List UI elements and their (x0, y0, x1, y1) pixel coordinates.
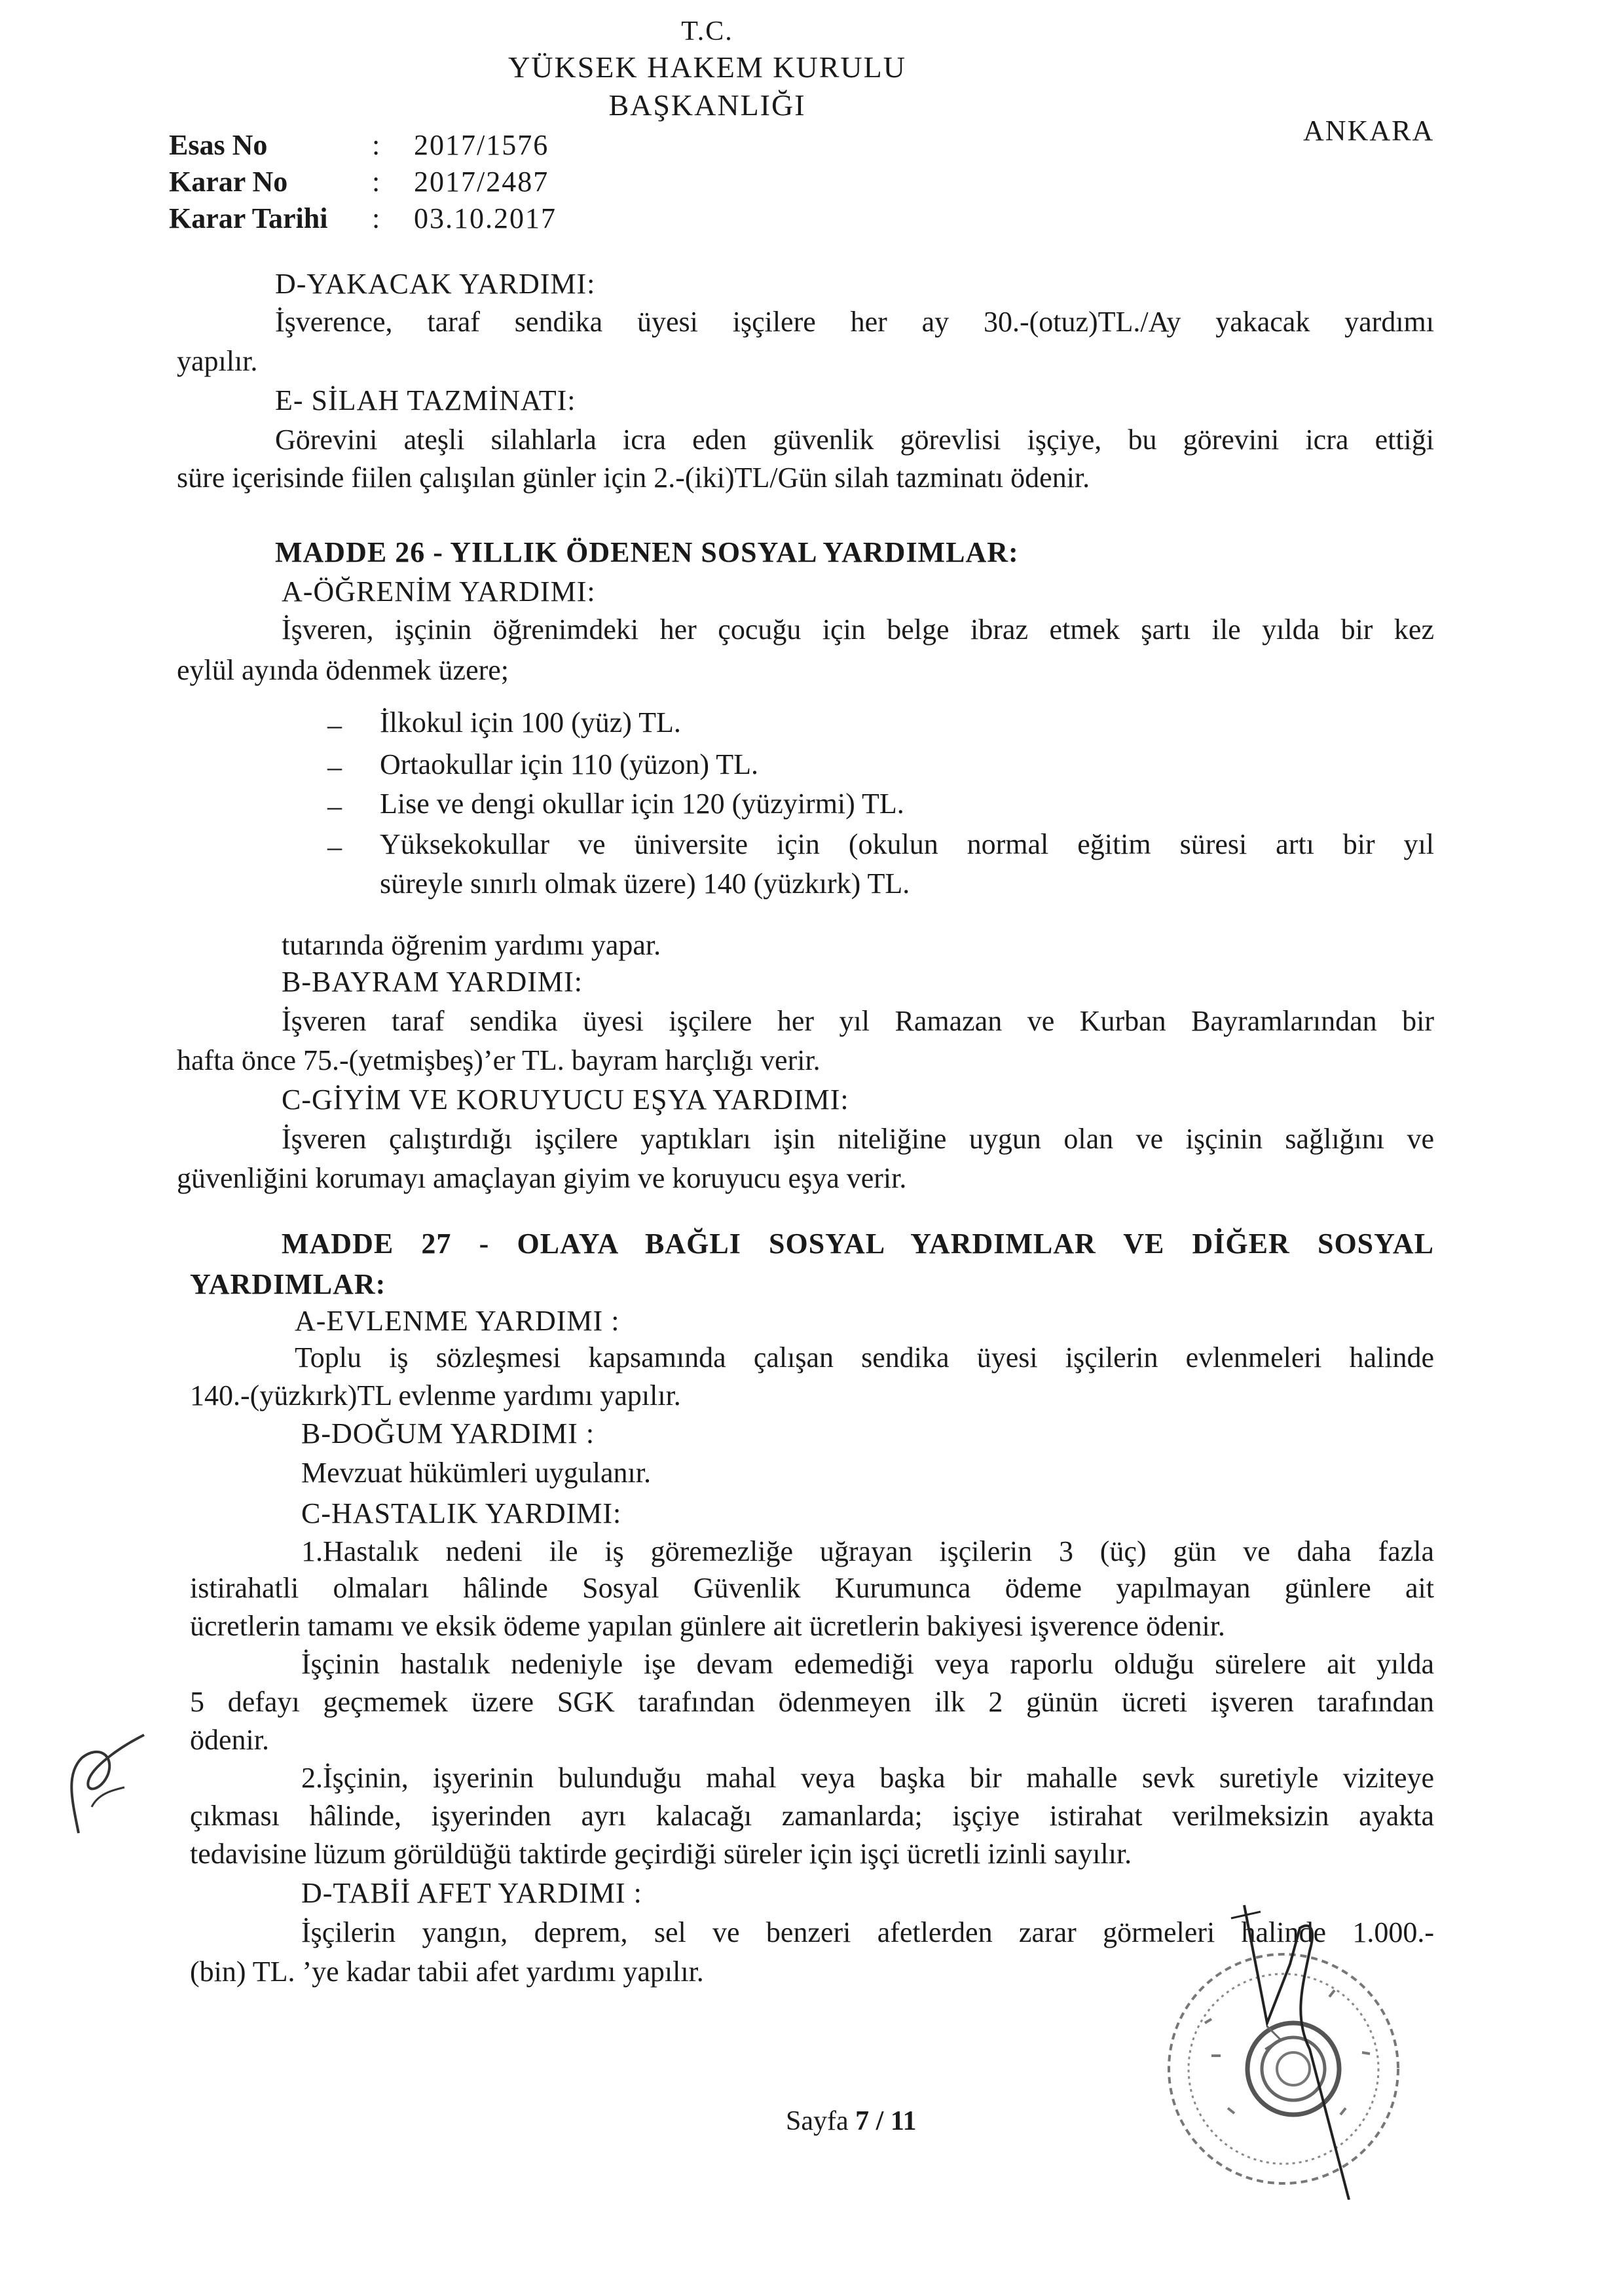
section-title: A-EVLENME YARDIMI : (295, 1305, 620, 1337)
meta-value: 2017/1576 (414, 129, 549, 161)
list-item: Lise ve dengi okullar için 120 (yüzyirmi) TL. (380, 788, 904, 820)
paragraph-line: 2.İşçinin, işyerinin bulunduğu mahal veya başka bir mahalle sevk suretiyle viziteye (301, 1762, 1434, 1794)
paragraph-line: çıkması hâlinde, işyerinden ayrı kalacağı zamanlarda; işçiye istirahat verilmeksizin ayakta (190, 1800, 1434, 1832)
meta-colon: : (372, 166, 380, 198)
paragraph-line: 1.Hastalık nedeni ile iş göremezliğe uğrayan işçilerin 3 (üç) gün ve daha fazla (301, 1535, 1434, 1567)
paragraph-line: İşveren taraf sendika üyesi işçilere her yıl Ramazan ve Kurban Bayramlarından bir (282, 1005, 1434, 1037)
page-label: Sayfa (786, 2106, 849, 2136)
meta-key: Karar No (169, 166, 288, 198)
paragraph-line: İşveren, işçinin öğrenimdeki her çocuğu için belge ibraz etmek şartı ile yılda bir kez (282, 613, 1434, 646)
page-total: 11 (890, 2106, 917, 2136)
section-title: A-ÖĞRENİM YARDIMI: (282, 575, 596, 608)
section-title: C-HASTALIK YARDIMI: (301, 1497, 622, 1529)
header-organization: YÜKSEK HAKEM KURULU (508, 50, 906, 84)
case-meta (169, 128, 557, 238)
meta-key: Esas No (169, 129, 268, 161)
list-dash: – (327, 751, 342, 783)
paragraph-line: istirahatli olmaları hâlinde Sosyal Güvenlik Kurumunca ödeme yapılmayan günlere ait (190, 1572, 1434, 1604)
paragraph-line: İşçilerin yangın, deprem, sel ve benzeri afetlerden zarar görmeleri halinde 1.000.- (301, 1916, 1434, 1948)
header-department: BAŞKANLIĞI (608, 88, 806, 122)
paragraph-line: (bin) TL. ’ye kadar tabii afet yardımı yapılır. (190, 1956, 704, 1988)
list-dash: – (327, 790, 342, 822)
list-item: Ortaokullar için 110 (yüzon) TL. (380, 748, 758, 780)
paragraph-line: Görevini ateşli silahlarla icra eden güvenlik görevlisi işçiye, bu görevini icra ettiği (275, 424, 1434, 456)
meta-value: 2017/2487 (414, 166, 549, 198)
paragraph-line: yapılır. (177, 345, 258, 377)
paragraph-line: ödenir. (190, 1724, 269, 1756)
section-title: B-DOĞUM YARDIMI : (301, 1417, 595, 1449)
section-title: D-TABİİ AFET YARDIMI : (301, 1877, 642, 1909)
meta-row-karar (169, 165, 557, 202)
paragraph-line: İşveren çalıştırdığı işçilere yaptıkları işin niteliğine uygun olan ve işçinin sağlığını ve (282, 1123, 1434, 1155)
official-seal (1113, 1892, 1428, 2200)
section-title: D-YAKACAK YARDIMI: (275, 268, 596, 300)
paragraph-line: güvenliğini korumayı amaçlayan giyim ve koruyucu eşya verir. (177, 1162, 907, 1194)
paragraph-line: tedavisine lüzum görüldüğü taktirde geçirdiği süreler için işçi ücretli izinli sayılır. (190, 1838, 1132, 1870)
page-number (786, 2105, 917, 2137)
paragraph-line: İşverence, taraf sendika üyesi işçilere her ay 30.-(otuz)TL./Ay yakacak yardımı (275, 306, 1434, 338)
paragraph-line: ücretlerin tamamı ve eksik ödeme yapılan günlere ait ücretlerin bakiyesi işverence ödenir. (190, 1610, 1225, 1642)
meta-row-esas (169, 128, 557, 165)
meta-row-tarih (169, 202, 557, 238)
paragraph-line: İşçinin hastalık nedeniyle işe devam edemediği veya raporlu olduğu sürelere ait yılda (301, 1648, 1434, 1680)
article-title: MADDE 26 - YILLIK ÖDENEN SOSYAL YARDIMLAR: (275, 536, 1019, 568)
handwritten-initial (52, 1728, 151, 1840)
paragraph-line: 5 defayı geçmemek üzere SGK tarafından ödenmeyen ilk 2 günün ücreti işveren tarafından (190, 1686, 1434, 1718)
paragraph-line: hafta önce 75.-(yetmişbeş)’er TL. bayram harçlığı verir. (177, 1044, 821, 1076)
article-title: MADDE 27 - OLAYA BAĞLI SOSYAL YARDIMLAR VE DİĞER SOSYAL (282, 1228, 1434, 1260)
section-title: E- SİLAH TAZMİNATI: (275, 384, 576, 416)
section-title: C-GİYİM VE KORUYUCU EŞYA YARDIMI: (282, 1084, 849, 1116)
list-dash: – (327, 709, 342, 741)
paragraph-line: tutarında öğrenim yardımı yapar. (282, 929, 661, 961)
meta-value: 03.10.2017 (414, 202, 557, 234)
section-title: B-BAYRAM YARDIMI: (282, 966, 583, 998)
meta-key: Karar Tarihi (169, 202, 328, 234)
page-separator: / (876, 2106, 884, 2136)
paragraph-line: Toplu iş sözleşmesi kapsamında çalışan sendika üyesi işçilerin evlenmeleri halinde (295, 1341, 1434, 1374)
article-title-cont: YARDIMLAR: (190, 1268, 386, 1300)
header-city: ANKARA (1303, 115, 1435, 147)
paragraph-line: 140.-(yüzkırk)TL evlenme yardımı yapılır. (190, 1379, 681, 1412)
list-dash: – (327, 831, 342, 863)
paragraph-line: eylül ayında ödenmek üzere; (177, 654, 509, 686)
meta-colon: : (372, 202, 380, 234)
header-tc: T.C. (681, 16, 733, 46)
list-item: süreyle sınırlı olmak üzere) 140 (yüzkırk) TL. (380, 867, 910, 900)
meta-colon: : (372, 129, 380, 161)
list-item: İlkokul için 100 (yüz) TL. (380, 706, 681, 738)
paragraph-line: süre içerisinde fiilen çalışılan günler için 2.-(iki)TL/Gün silah tazminatı ödenir. (177, 462, 1090, 494)
list-item: Yüksekokullar ve üniversite için (okulun normal eğitim süresi artı bir yıl (380, 828, 1434, 860)
page-current: 7 (855, 2106, 870, 2136)
paragraph-line: Mevzuat hükümleri uygulanır. (301, 1457, 651, 1489)
